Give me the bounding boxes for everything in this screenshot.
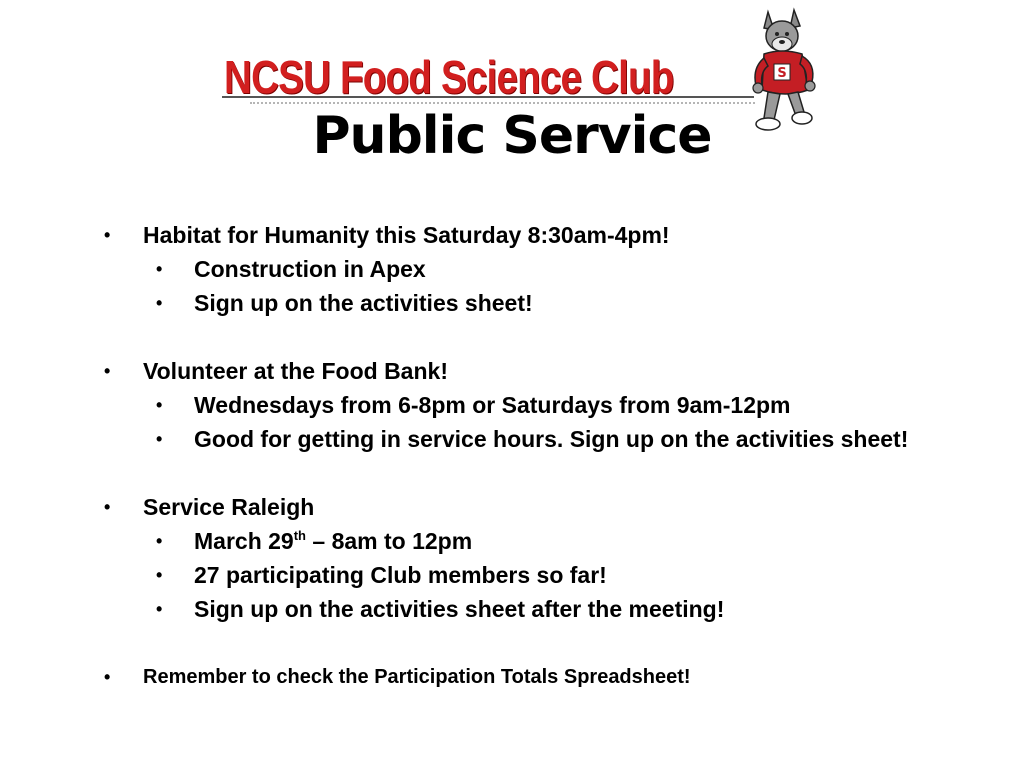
list-subitem (100, 422, 1000, 456)
list-subitem (100, 286, 1000, 320)
date-text: March 29 (194, 528, 294, 554)
list-subitem-text: Sign up on the activities sheet after the meeting! (194, 596, 725, 622)
list-subitem-text: 27 participating Club members so far! (194, 562, 607, 588)
list-subitem (100, 592, 1000, 626)
club-banner (220, 48, 760, 108)
ordinal-suffix: th (293, 528, 306, 543)
bullet-icon: • (156, 565, 163, 585)
list-item (100, 218, 1000, 252)
bullet-icon: • (156, 395, 163, 415)
svg-text:S: S (777, 66, 787, 81)
list-subitem-text: Good for getting in service hours. Sign up on the activities sheet! (194, 426, 909, 452)
bullet-icon: • (156, 429, 163, 449)
list-item-text: Remember to check the Participation Totals Spreadsheet! (143, 666, 691, 688)
bullet-list (100, 218, 1000, 694)
list-spacer (100, 626, 1000, 660)
list-subitem (100, 558, 1000, 592)
list-subitem (100, 524, 1000, 558)
banner-rule (222, 96, 754, 98)
list-subitem (100, 388, 1000, 422)
bullet-icon: • (156, 599, 163, 619)
bullet-icon: • (104, 667, 111, 687)
list-item (100, 354, 1000, 388)
banner-logo-text: NCSU Food Science Club (224, 51, 674, 103)
list-item (100, 490, 1000, 524)
time-range-text: – 8am to 12pm (306, 528, 473, 554)
list-item (100, 660, 1000, 694)
list-subitem-text (194, 524, 472, 558)
list-subitem (100, 252, 1000, 286)
list-item-text: Volunteer at the Food Bank! (143, 358, 448, 384)
list-spacer (100, 320, 1000, 354)
list-item-text: Service Raleigh (143, 494, 315, 520)
bullet-icon: • (104, 497, 111, 517)
bullet-icon: • (104, 225, 111, 245)
bullet-icon: • (156, 293, 163, 313)
bullet-icon: • (156, 531, 163, 551)
list-subitem-text: Construction in Apex (194, 256, 426, 282)
list-spacer (100, 456, 1000, 490)
list-subitem-text: Sign up on the activities sheet! (194, 290, 533, 316)
list-item-text: Habitat for Humanity this Saturday 8:30am-4pm! (143, 222, 670, 248)
bullet-icon: • (156, 259, 163, 279)
slide-title: Public Service (312, 106, 712, 166)
list-subitem-text: Wednesdays from 6-8pm or Saturdays from 9am-12pm (194, 392, 791, 418)
bullet-icon: • (104, 361, 111, 381)
